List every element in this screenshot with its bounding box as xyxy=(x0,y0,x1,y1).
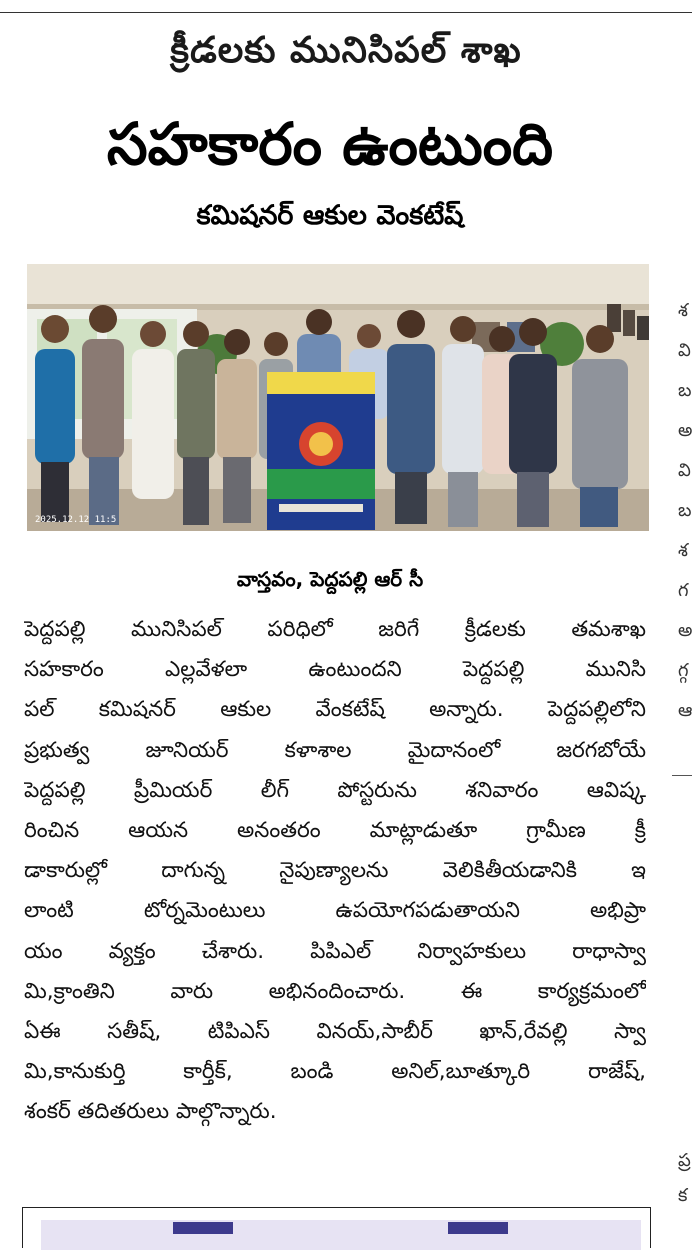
article-body xyxy=(24,610,646,1133)
body-line: యం వ్యక్తం చేశారు. పిపిఎల్ నిర్వాహకులు రాధాస్వా xyxy=(24,938,646,964)
next-article-box xyxy=(22,1207,651,1248)
body-line: మి,కానుకుర్తి కార్తీక్, బండి అనిల్,బూత్కూరి రాజేష్, xyxy=(24,1059,646,1085)
body-line: రించిన ఆయన అనంతరం మాట్లాడుతూ గ్రామీణ క్రీ xyxy=(24,818,646,844)
adjacent-line-start: శ xyxy=(678,540,688,561)
body-line: ప్రభుత్వ జూనియర్ కళాశాల మైదానంలో జరగబోయే xyxy=(24,737,646,763)
body-line: సహకారం ఎల్లవేళలా ఉంటుందని పెద్దపల్లి మునిసి xyxy=(24,657,646,683)
top-rule xyxy=(0,12,692,13)
logo-image xyxy=(173,1222,233,1234)
adjacent-line-start: బ xyxy=(678,380,692,401)
column-divider xyxy=(672,775,692,776)
photo-timestamp: 2025.12.12 11:5 xyxy=(35,515,117,525)
body-line: పల్ కమిషనర్ ఆకుల వేంకటేష్ అన్నారు. పెద్దపల్లిలోని xyxy=(24,697,646,723)
body-line: లాంటి టోర్నమెంటులు ఉపయోగపడుతాయని అభిప్రా xyxy=(24,898,646,924)
logo-image xyxy=(448,1222,508,1234)
adjacent-line-start: అ xyxy=(678,420,692,441)
adjacent-line-start: ఆ xyxy=(678,700,692,721)
adjacent-line-start: బ xyxy=(678,500,692,521)
adjacent-line-start: ప్ర xyxy=(678,1150,691,1171)
article-headline: సహకారం ఉంటుంది xyxy=(106,110,554,178)
article-kicker: క్రీడలకు మునిసిపల్ శాఖ xyxy=(170,30,522,71)
body-line: శంకర్ తదితరులు పాల్గొన్నారు. xyxy=(24,1099,277,1125)
body-line: పెద్దపల్లి ప్రీమియర్ లీగ్ పోస్టరును శనివారం ఆవిష్క xyxy=(24,777,646,803)
next-article-banner xyxy=(41,1220,641,1250)
adjacent-line-start: గ xyxy=(678,580,689,601)
adjacent-line-start: క xyxy=(678,1185,688,1206)
body-line: మి,క్రాంతిని వారు అభినందించారు. ఈ కార్యక్రమంలో xyxy=(24,978,646,1004)
body-line: ఏఈ సతీష్, టిపిఎస్ వినయ్,సాబీర్ ఖాన్,రేవల్లి స్వా xyxy=(24,1019,646,1045)
article-subhead: కమిషనర్ ఆకుల వెంకటేష్ xyxy=(196,200,464,231)
body-line: పెద్దపల్లి మునిసిపల్ పరిధిలో జరిగే క్రీడలకు తమశాఖ xyxy=(24,617,646,642)
adjacent-column-clip xyxy=(672,0,692,1239)
body-line: డాకారుల్లో దాగున్న నైపుణ్యాలను వెలికితీయడానికి ఇ xyxy=(24,858,646,884)
adjacent-line-start: గ్గ xyxy=(678,660,689,681)
adjacent-line-start: వి xyxy=(678,340,691,361)
news-photo xyxy=(27,264,649,531)
article-byline: వాస్తవం, పెద్దపల్లి ఆర్ సీ xyxy=(236,567,424,591)
adjacent-line-start: వి xyxy=(678,460,691,481)
adjacent-line-start: అ xyxy=(678,620,692,641)
adjacent-line-start: శ xyxy=(678,300,688,321)
